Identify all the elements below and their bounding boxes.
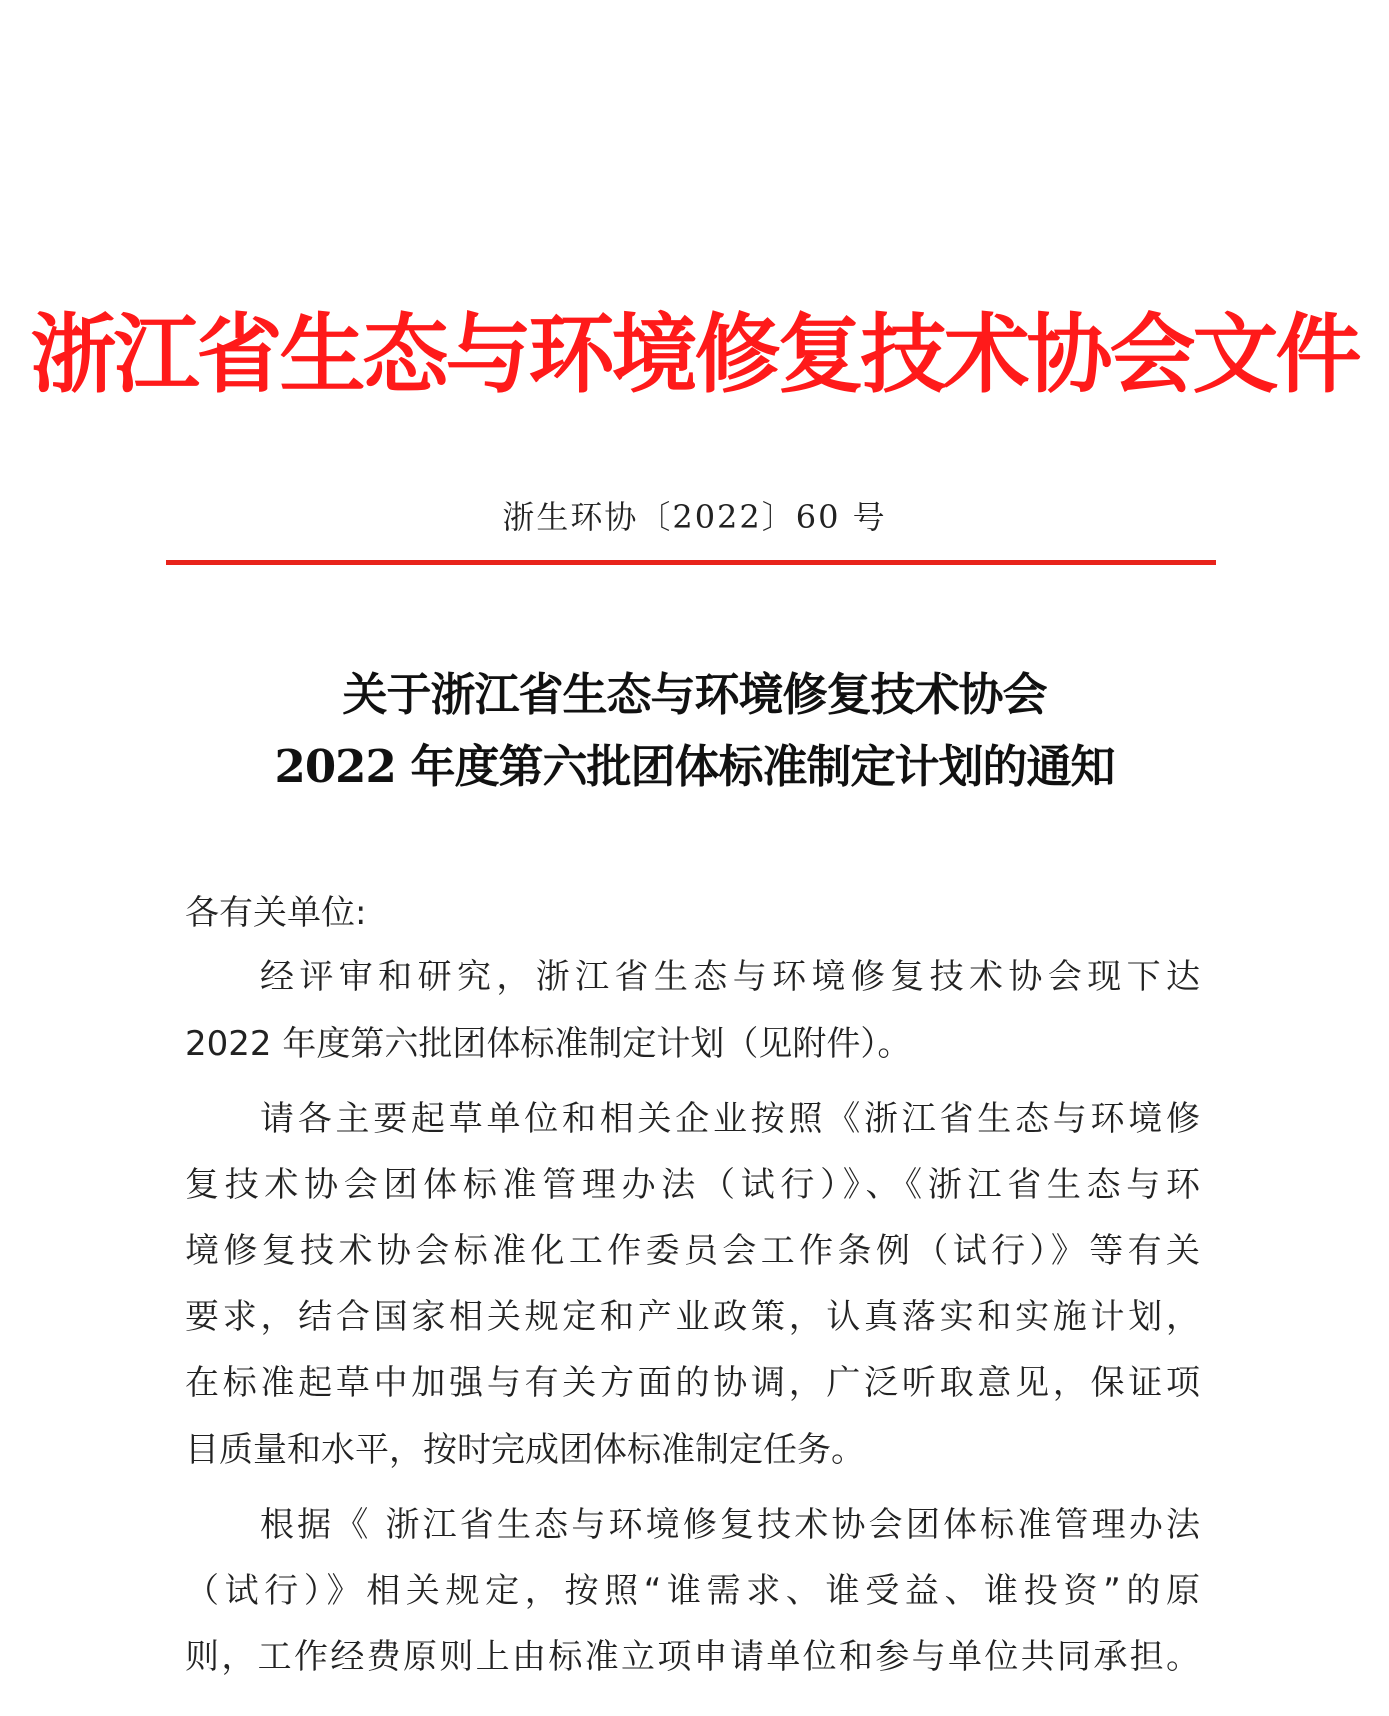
document-number: 浙生环协〔2022〕60 号 (502, 498, 887, 536)
red-separator-line (166, 560, 1216, 565)
paragraph-line: 2022 年度第六批团体标准制定计划（见附件）。 (185, 1024, 912, 1064)
document-title-line-1: 关于浙江省生态与环境修复技术协会 (342, 668, 1047, 721)
salutation: 各有关单位: (185, 893, 367, 933)
paragraph-line: 境修复技术协会标准化工作委员会工作条例（试行）》等有关 (185, 1231, 1200, 1271)
paragraph-line: 目质量和水平，按时完成团体标准制定任务。 (185, 1430, 865, 1470)
paragraph-line: 根据《 浙江省生态与环境修复技术协会团体标准管理办法 (260, 1505, 1200, 1545)
paragraph-line: 则，工作经费原则上由标准立项申请单位和参与单位共同承担。 (185, 1637, 1200, 1677)
paragraph-line: （试行）》相关规定，按照“谁需求、谁受益、谁投资”的原 (185, 1571, 1200, 1611)
issuer-header: 浙江省生态与环境修复技术协会文件 (30, 304, 1359, 405)
paragraph-line: 复技术协会团体标准管理办法（试行）》、《浙江省生态与环 (185, 1165, 1200, 1205)
paragraph-line: 请各主要起草单位和相关企业按照《浙江省生态与环境修 (260, 1099, 1200, 1139)
paragraph-line: 在标准起草中加强与有关方面的协调，广泛听取意见，保证项 (185, 1363, 1200, 1403)
paragraph-line: 经评审和研究，浙江省生态与环境修复技术协会现下达 (260, 957, 1200, 997)
paragraph-line: 要求，结合国家相关规定和产业政策，认真落实和实施计划， (185, 1297, 1200, 1337)
document-title-line-2: 2022 年度第六批团体标准制定计划的通知 (274, 740, 1115, 793)
